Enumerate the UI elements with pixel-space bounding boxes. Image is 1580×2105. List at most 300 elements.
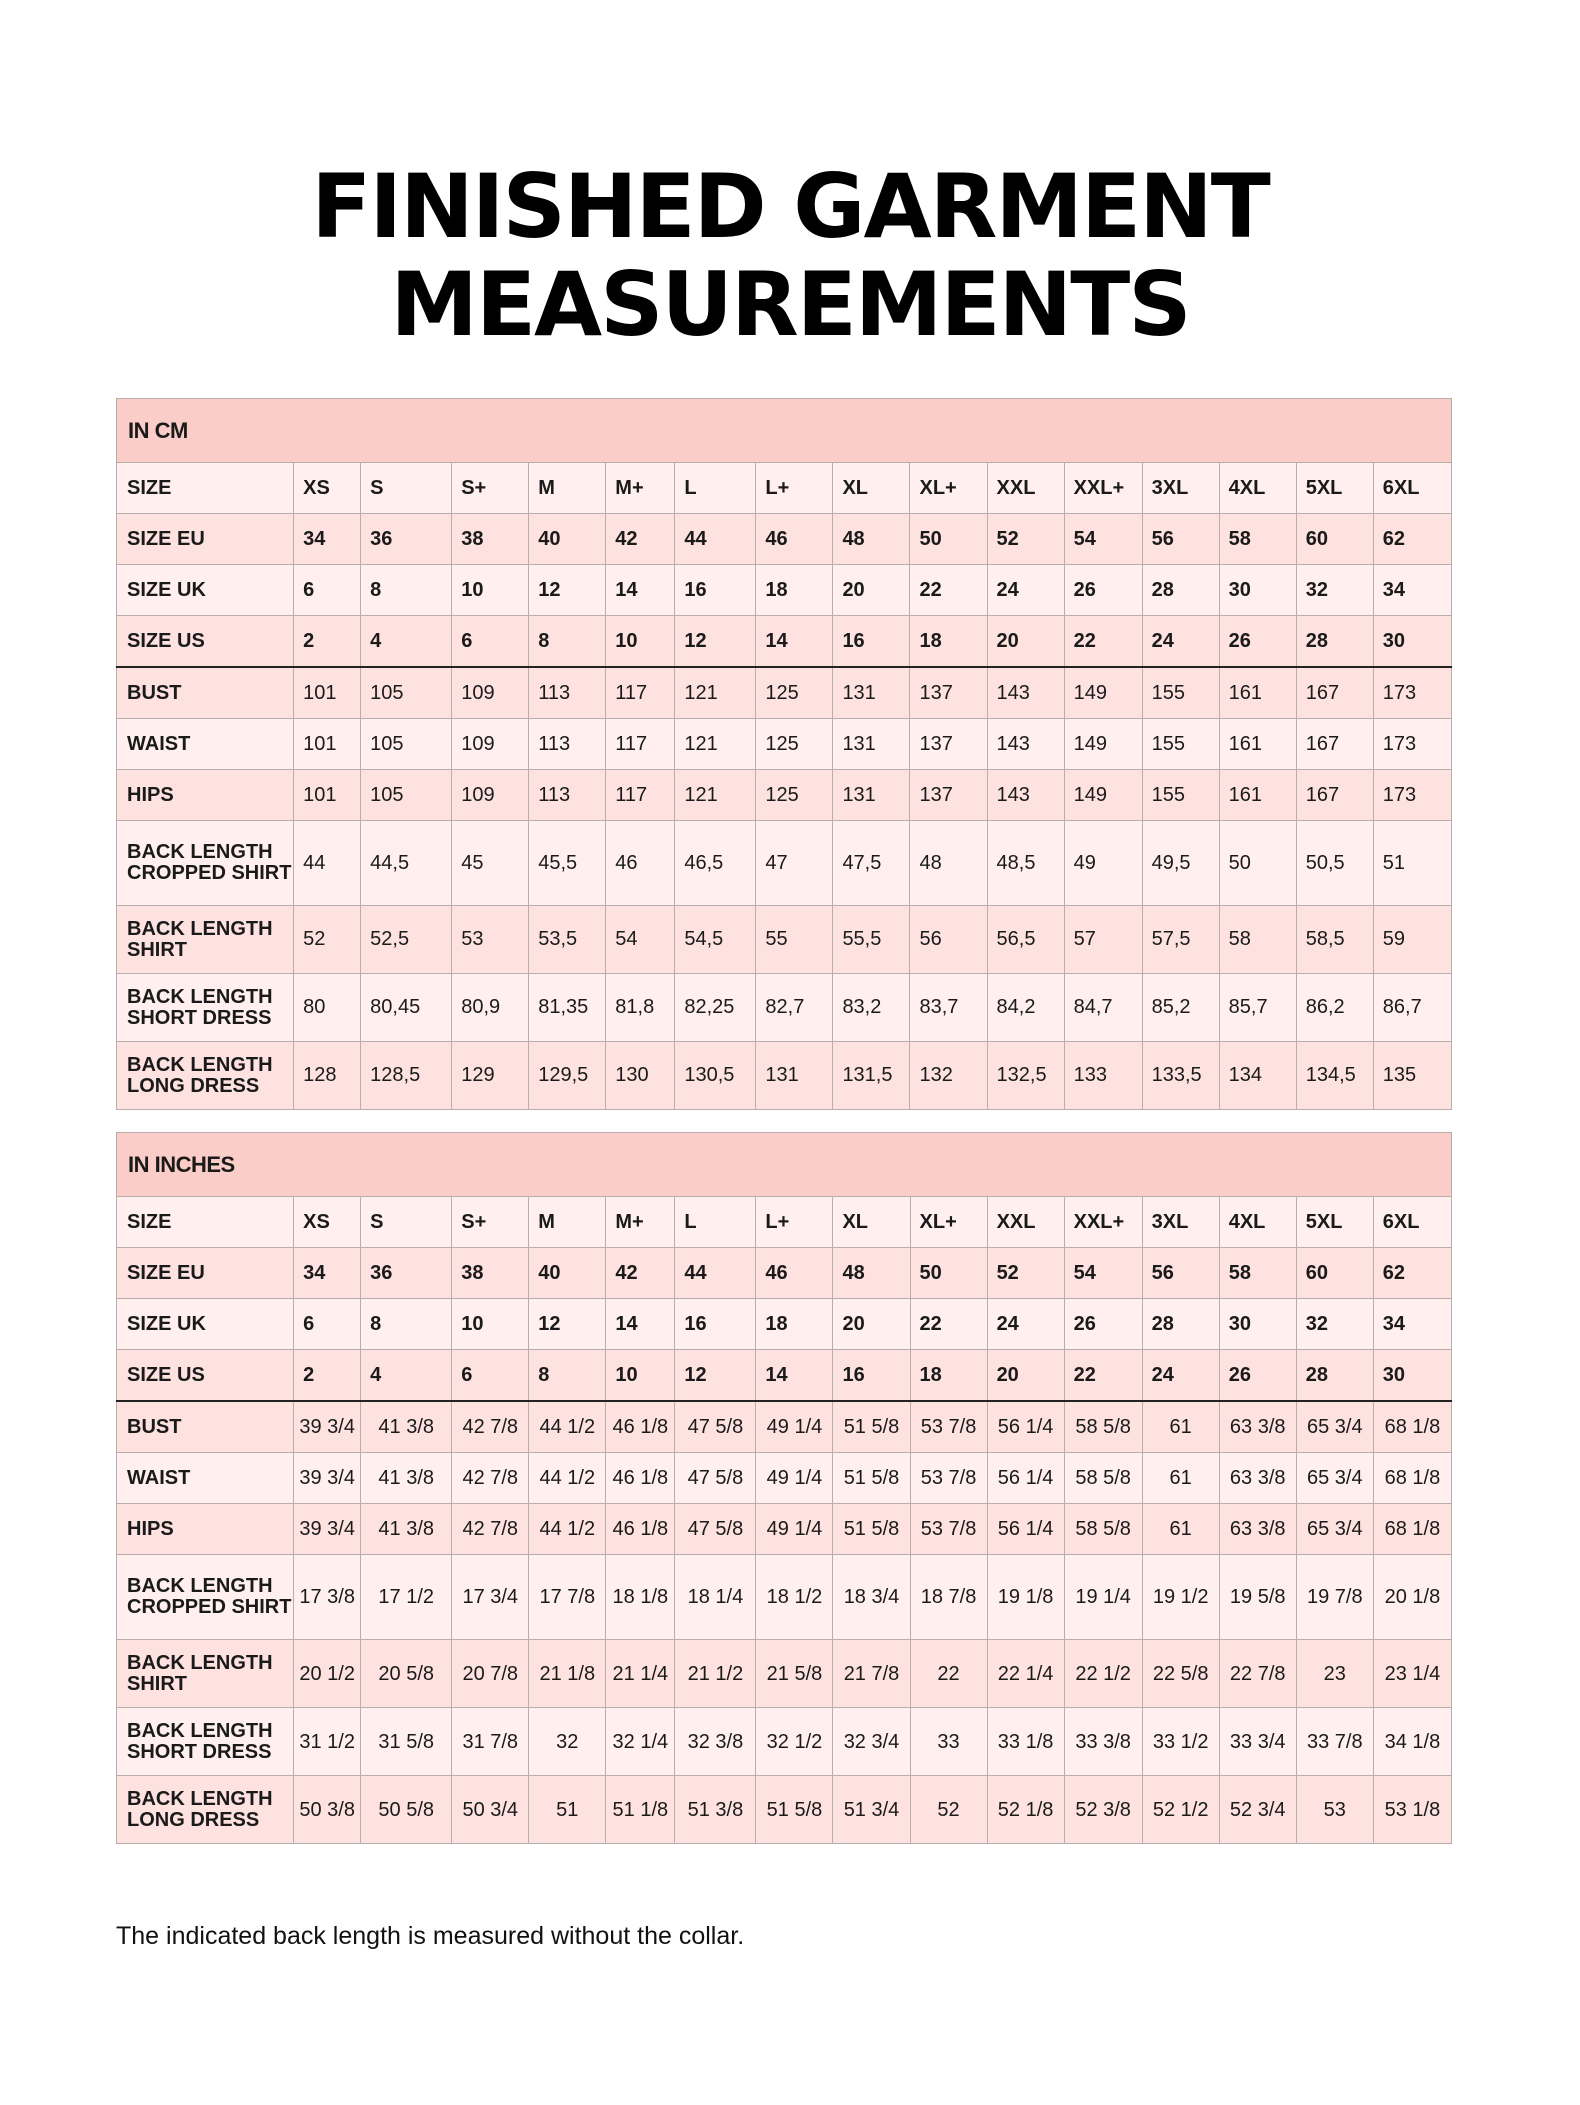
table-cell: 41 3/8 bbox=[361, 1401, 452, 1453]
table-cell: 31 7/8 bbox=[452, 1708, 529, 1776]
table-cell: 173 bbox=[1373, 770, 1451, 821]
table-cell: 133,5 bbox=[1142, 1042, 1219, 1110]
table-cell: 41 3/8 bbox=[361, 1504, 452, 1555]
table-cell: 32 bbox=[1296, 565, 1373, 616]
table-cell: 4XL bbox=[1219, 463, 1296, 514]
table-cell: 167 bbox=[1296, 719, 1373, 770]
table-cell: M+ bbox=[606, 1197, 675, 1248]
row-label: WAIST bbox=[117, 719, 294, 770]
table-cell: 34 bbox=[1373, 565, 1451, 616]
table-cell: 12 bbox=[529, 565, 606, 616]
table-cell: L+ bbox=[756, 1197, 833, 1248]
table-cell: 32 3/8 bbox=[675, 1708, 756, 1776]
table-cell: 48 bbox=[910, 821, 987, 906]
table-cell: 137 bbox=[910, 770, 987, 821]
row-label: BUST bbox=[117, 667, 294, 719]
table-cell: 10 bbox=[452, 565, 529, 616]
table-cell: 155 bbox=[1142, 770, 1219, 821]
table-cell: L+ bbox=[756, 463, 833, 514]
table-cell: 3XL bbox=[1142, 463, 1219, 514]
table-cell: 38 bbox=[452, 1248, 529, 1299]
table-cell: 132 bbox=[910, 1042, 987, 1110]
table-cell: 58 bbox=[1219, 1248, 1296, 1299]
table-cell: 143 bbox=[987, 667, 1064, 719]
row-label: HIPS bbox=[117, 1504, 294, 1555]
table-cell: 32 bbox=[529, 1708, 606, 1776]
table-cell: 42 bbox=[606, 1248, 675, 1299]
table-cell: 6 bbox=[452, 1350, 529, 1402]
table-cell: L bbox=[675, 463, 756, 514]
table-cell: 53 1/8 bbox=[1373, 1776, 1451, 1844]
table-cell: 61 bbox=[1142, 1453, 1219, 1504]
table-cell: 34 bbox=[1373, 1299, 1451, 1350]
table-cell: 51 5/8 bbox=[833, 1453, 910, 1504]
table-cell: 85,7 bbox=[1219, 974, 1296, 1042]
table-cell: 125 bbox=[756, 719, 833, 770]
table-cell: 56 1/4 bbox=[987, 1401, 1064, 1453]
table-cell: 39 3/4 bbox=[294, 1453, 361, 1504]
table-cell: XS bbox=[294, 1197, 361, 1248]
table-cell: 10 bbox=[606, 1350, 675, 1402]
table-cell: 53 7/8 bbox=[910, 1453, 987, 1504]
table-heading: IN INCHES bbox=[117, 1133, 1452, 1197]
table-cell: 113 bbox=[529, 667, 606, 719]
table-cell: 51 5/8 bbox=[756, 1776, 833, 1844]
table-cell: 47 bbox=[756, 821, 833, 906]
table-cell: 117 bbox=[606, 719, 675, 770]
table-cell: 155 bbox=[1142, 719, 1219, 770]
table-cell: 10 bbox=[452, 1299, 529, 1350]
table-cell: 38 bbox=[452, 514, 529, 565]
table-cell: 80,45 bbox=[361, 974, 452, 1042]
table-cell: 17 3/4 bbox=[452, 1555, 529, 1640]
table-cell: 19 7/8 bbox=[1296, 1555, 1373, 1640]
table-cell: 109 bbox=[452, 770, 529, 821]
table-cell: 22 bbox=[910, 565, 987, 616]
table-cell: 53,5 bbox=[529, 906, 606, 974]
table-cell: 80,9 bbox=[452, 974, 529, 1042]
table-cell: 57,5 bbox=[1142, 906, 1219, 974]
table-cell: 121 bbox=[675, 770, 756, 821]
table-row bbox=[117, 1350, 1452, 1402]
table-cell: 18 3/4 bbox=[833, 1555, 910, 1640]
table-cell: 68 1/8 bbox=[1373, 1453, 1451, 1504]
table-cell: 63 3/8 bbox=[1219, 1504, 1296, 1555]
table-cell: 5XL bbox=[1296, 463, 1373, 514]
table-cell: 68 1/8 bbox=[1373, 1504, 1451, 1555]
table-cell: 17 3/8 bbox=[294, 1555, 361, 1640]
table-cell: 19 1/8 bbox=[987, 1555, 1064, 1640]
table-cell: 50,5 bbox=[1296, 821, 1373, 906]
table-cell: 16 bbox=[675, 1299, 756, 1350]
table-cell: 56 bbox=[1142, 1248, 1219, 1299]
table-cell: 58 bbox=[1219, 906, 1296, 974]
table-cell: 18 1/8 bbox=[606, 1555, 675, 1640]
row-label: SIZE US bbox=[117, 1350, 294, 1402]
table-cell: 65 3/4 bbox=[1296, 1401, 1373, 1453]
table-cell: 131 bbox=[833, 667, 910, 719]
table-cell: 44 1/2 bbox=[529, 1401, 606, 1453]
table-cell: 49,5 bbox=[1142, 821, 1219, 906]
table-cell: 131 bbox=[833, 770, 910, 821]
table-cell: 52 bbox=[987, 1248, 1064, 1299]
table-cell: 33 3/8 bbox=[1064, 1708, 1142, 1776]
table-cell: 28 bbox=[1142, 565, 1219, 616]
table-cell: 51 bbox=[1373, 821, 1451, 906]
row-label: BACK LENGTH SHORT DRESS bbox=[117, 1708, 294, 1776]
table-cell: 30 bbox=[1219, 565, 1296, 616]
table-cell: 52 1/8 bbox=[987, 1776, 1064, 1844]
table-cell: 54 bbox=[1064, 514, 1142, 565]
table-cell: 55 bbox=[756, 906, 833, 974]
table-cell: 28 bbox=[1296, 1350, 1373, 1402]
table-cell: 129,5 bbox=[529, 1042, 606, 1110]
footnote: The indicated back length is measured without the collar. bbox=[116, 1922, 745, 1950]
table-cell: 81,35 bbox=[529, 974, 606, 1042]
table-row bbox=[117, 1042, 1452, 1110]
table-cell: 65 3/4 bbox=[1296, 1453, 1373, 1504]
table-cell: 36 bbox=[361, 1248, 452, 1299]
table-cell: 113 bbox=[529, 719, 606, 770]
row-label: HIPS bbox=[117, 770, 294, 821]
table-cell: 52 bbox=[910, 1776, 987, 1844]
table-cell: 51 1/8 bbox=[606, 1776, 675, 1844]
table-cell: 21 1/4 bbox=[606, 1640, 675, 1708]
table-cell: 48 bbox=[833, 1248, 910, 1299]
table-cell: 42 7/8 bbox=[452, 1453, 529, 1504]
table-cell: M bbox=[529, 1197, 606, 1248]
table-cell: 131 bbox=[756, 1042, 833, 1110]
table-cell: 2 bbox=[294, 1350, 361, 1402]
table-cell: 47 5/8 bbox=[675, 1401, 756, 1453]
table-cell: 46 bbox=[756, 514, 833, 565]
table-cell: 32 3/4 bbox=[833, 1708, 910, 1776]
table-cell: 109 bbox=[452, 719, 529, 770]
table-cell: 28 bbox=[1142, 1299, 1219, 1350]
table-cell: 47 5/8 bbox=[675, 1504, 756, 1555]
table-cell: L bbox=[675, 1197, 756, 1248]
table-cell: 61 bbox=[1142, 1401, 1219, 1453]
table-cell: 56 bbox=[910, 906, 987, 974]
table-cell: XL bbox=[833, 463, 910, 514]
table-cell: 42 7/8 bbox=[452, 1504, 529, 1555]
table-cell: 42 bbox=[606, 514, 675, 565]
table-row bbox=[117, 463, 1452, 514]
table-cell: 21 7/8 bbox=[833, 1640, 910, 1708]
table-cell: 58 5/8 bbox=[1064, 1401, 1142, 1453]
table-cell: 12 bbox=[529, 1299, 606, 1350]
table-cell: 47 5/8 bbox=[675, 1453, 756, 1504]
table-cell: 149 bbox=[1064, 770, 1142, 821]
table-cell: 32 bbox=[1296, 1299, 1373, 1350]
table-cell: 52 1/2 bbox=[1142, 1776, 1219, 1844]
row-label: BACK LENGTH SHIRT bbox=[117, 906, 294, 974]
table-cell: 18 bbox=[756, 565, 833, 616]
table-cell: 22 7/8 bbox=[1219, 1640, 1296, 1708]
table-cell: 51 3/4 bbox=[833, 1776, 910, 1844]
table-cell: 22 5/8 bbox=[1142, 1640, 1219, 1708]
table-cell: 53 bbox=[1296, 1776, 1373, 1844]
table-cell: XXL bbox=[987, 463, 1064, 514]
table-cell: 137 bbox=[910, 719, 987, 770]
table-cell: 60 bbox=[1296, 514, 1373, 565]
table-cell: 17 7/8 bbox=[529, 1555, 606, 1640]
table-cell: 8 bbox=[361, 1299, 452, 1350]
table-cell: 56,5 bbox=[987, 906, 1064, 974]
table-cell: 12 bbox=[675, 1350, 756, 1402]
table-row bbox=[117, 719, 1452, 770]
table-cell: 135 bbox=[1373, 1042, 1451, 1110]
table-cell: 18 bbox=[910, 616, 987, 668]
table-cell: 34 bbox=[294, 514, 361, 565]
table-cell: 86,2 bbox=[1296, 974, 1373, 1042]
table-cell: 10 bbox=[606, 616, 675, 668]
table-cell: 20 bbox=[987, 1350, 1064, 1402]
table-cell: 18 bbox=[756, 1299, 833, 1350]
table-cell: 8 bbox=[529, 616, 606, 668]
table-cell: S+ bbox=[452, 463, 529, 514]
table-cell: 56 1/4 bbox=[987, 1504, 1064, 1555]
table-cell: 24 bbox=[987, 565, 1064, 616]
table-cell: 60 bbox=[1296, 1248, 1373, 1299]
table-cell: 125 bbox=[756, 667, 833, 719]
page-title bbox=[0, 155, 1580, 356]
table-cell: 23 bbox=[1296, 1640, 1373, 1708]
table-cell: 62 bbox=[1373, 1248, 1451, 1299]
table-cell: 46 1/8 bbox=[606, 1401, 675, 1453]
table-cell: 31 5/8 bbox=[361, 1708, 452, 1776]
table-cell: 52 bbox=[987, 514, 1064, 565]
table-cell: 5XL bbox=[1296, 1197, 1373, 1248]
table-cell: 133 bbox=[1064, 1042, 1142, 1110]
table-cell: 84,2 bbox=[987, 974, 1064, 1042]
table-cell: 53 7/8 bbox=[910, 1401, 987, 1453]
table-cell: 155 bbox=[1142, 667, 1219, 719]
table-cell: 44 bbox=[675, 514, 756, 565]
table-cell: 34 bbox=[294, 1248, 361, 1299]
table-cell: 14 bbox=[756, 616, 833, 668]
table-cell: 8 bbox=[529, 1350, 606, 1402]
table-row bbox=[117, 1197, 1452, 1248]
table-cell: 22 bbox=[1064, 616, 1142, 668]
table-cell: 20 bbox=[833, 1299, 910, 1350]
table-row bbox=[117, 821, 1452, 906]
table-cell: 65 3/4 bbox=[1296, 1504, 1373, 1555]
table-cell: 14 bbox=[606, 565, 675, 616]
table-cell: 134,5 bbox=[1296, 1042, 1373, 1110]
page-title-line-1: FINISHED GARMENT bbox=[311, 155, 1269, 258]
table-cell: 105 bbox=[361, 719, 452, 770]
table-row bbox=[117, 1504, 1452, 1555]
table-cell: 57 bbox=[1064, 906, 1142, 974]
table-cell: 58 5/8 bbox=[1064, 1504, 1142, 1555]
table-cell: 6 bbox=[294, 565, 361, 616]
table-cell: 20 bbox=[833, 565, 910, 616]
table-row bbox=[117, 1776, 1452, 1844]
table-row bbox=[117, 1248, 1452, 1299]
table-cell: 59 bbox=[1373, 906, 1451, 974]
table-cell: 44 1/2 bbox=[529, 1453, 606, 1504]
table-cell: 161 bbox=[1219, 719, 1296, 770]
table-cell: XXL bbox=[987, 1197, 1064, 1248]
table-cell: 117 bbox=[606, 667, 675, 719]
table-cell: 24 bbox=[987, 1299, 1064, 1350]
table-cell: 12 bbox=[675, 616, 756, 668]
table-cell: 63 3/8 bbox=[1219, 1453, 1296, 1504]
table-cell: 6 bbox=[452, 616, 529, 668]
row-label: BACK LENGTH CROPPED SHIRT bbox=[117, 1555, 294, 1640]
table-cell: 128 bbox=[294, 1042, 361, 1110]
table-cell: 161 bbox=[1219, 770, 1296, 821]
table-cell: 49 1/4 bbox=[756, 1453, 833, 1504]
table-cell: 54 bbox=[606, 906, 675, 974]
table-cell: XS bbox=[294, 463, 361, 514]
table-cell: 22 bbox=[910, 1640, 987, 1708]
table-cell: 80 bbox=[294, 974, 361, 1042]
table-cell: 167 bbox=[1296, 667, 1373, 719]
table-row bbox=[117, 616, 1452, 668]
row-label: SIZE EU bbox=[117, 1248, 294, 1299]
row-label: SIZE UK bbox=[117, 1299, 294, 1350]
table-cell: 40 bbox=[529, 514, 606, 565]
table-cell: 129 bbox=[452, 1042, 529, 1110]
table-cell: 23 1/4 bbox=[1373, 1640, 1451, 1708]
table-cell: 4 bbox=[361, 616, 452, 668]
table-cell: 85,2 bbox=[1142, 974, 1219, 1042]
table-cell: 49 1/4 bbox=[756, 1504, 833, 1555]
table-cell: 137 bbox=[910, 667, 987, 719]
table-cell: 28 bbox=[1296, 616, 1373, 668]
table-cell: 143 bbox=[987, 770, 1064, 821]
table-cell: S bbox=[361, 1197, 452, 1248]
table-cell: 130,5 bbox=[675, 1042, 756, 1110]
table-cell: 58 5/8 bbox=[1064, 1453, 1142, 1504]
table-cell: 16 bbox=[833, 1350, 910, 1402]
table-row bbox=[117, 906, 1452, 974]
row-label: BACK LENGTH LONG DRESS bbox=[117, 1042, 294, 1110]
row-label: BACK LENGTH CROPPED SHIRT bbox=[117, 821, 294, 906]
table-cell: 130 bbox=[606, 1042, 675, 1110]
table-cell: 26 bbox=[1219, 616, 1296, 668]
table-cell: 50 3/4 bbox=[452, 1776, 529, 1844]
table-cell: 50 bbox=[910, 1248, 987, 1299]
table-cell: 16 bbox=[833, 616, 910, 668]
table-cell: 19 1/2 bbox=[1142, 1555, 1219, 1640]
table-cell: 48,5 bbox=[987, 821, 1064, 906]
row-label: SIZE UK bbox=[117, 565, 294, 616]
table-row bbox=[117, 770, 1452, 821]
table-cell: 101 bbox=[294, 770, 361, 821]
table-cell: 46 1/8 bbox=[606, 1504, 675, 1555]
table-cell: 2 bbox=[294, 616, 361, 668]
table-cell: 81,8 bbox=[606, 974, 675, 1042]
table-cell: 58,5 bbox=[1296, 906, 1373, 974]
table-cell: 109 bbox=[452, 667, 529, 719]
table-cell: 31 1/2 bbox=[294, 1708, 361, 1776]
table-cell: 63 3/8 bbox=[1219, 1401, 1296, 1453]
table-cell: 32 1/2 bbox=[756, 1708, 833, 1776]
table-cell: 14 bbox=[756, 1350, 833, 1402]
table-cell: M bbox=[529, 463, 606, 514]
table-cell: 18 7/8 bbox=[910, 1555, 987, 1640]
table-heading: IN CM bbox=[117, 399, 1452, 463]
table-cell: 113 bbox=[529, 770, 606, 821]
table-cell: 20 5/8 bbox=[361, 1640, 452, 1708]
table-cell: 117 bbox=[606, 770, 675, 821]
table-cell: 24 bbox=[1142, 1350, 1219, 1402]
table-cell: 46 bbox=[756, 1248, 833, 1299]
table-cell: 55,5 bbox=[833, 906, 910, 974]
table-cell: 16 bbox=[675, 565, 756, 616]
row-label: BUST bbox=[117, 1401, 294, 1453]
table-cell: S+ bbox=[452, 1197, 529, 1248]
table-cell: S bbox=[361, 463, 452, 514]
table-cell: 18 1/4 bbox=[675, 1555, 756, 1640]
table-cell: 48 bbox=[833, 514, 910, 565]
row-label: SIZE US bbox=[117, 616, 294, 668]
table-cell: 22 bbox=[910, 1299, 987, 1350]
table-cell: 121 bbox=[675, 719, 756, 770]
table-cell: 18 1/2 bbox=[756, 1555, 833, 1640]
table-cell: 6XL bbox=[1373, 1197, 1451, 1248]
table-cell: 62 bbox=[1373, 514, 1451, 565]
table-cell: 30 bbox=[1219, 1299, 1296, 1350]
table-cell: 33 7/8 bbox=[1296, 1708, 1373, 1776]
table-cell: 131,5 bbox=[833, 1042, 910, 1110]
row-label: BACK LENGTH LONG DRESS bbox=[117, 1776, 294, 1844]
table-cell: 101 bbox=[294, 667, 361, 719]
table-row bbox=[117, 1555, 1452, 1640]
table-cell: 39 3/4 bbox=[294, 1504, 361, 1555]
table-cell: 53 bbox=[452, 906, 529, 974]
table-cell: 34 1/8 bbox=[1373, 1708, 1451, 1776]
table-cell: 30 bbox=[1373, 616, 1451, 668]
table-cell: 50 5/8 bbox=[361, 1776, 452, 1844]
measurements-table-inches bbox=[116, 1132, 1452, 1844]
table-cell: 101 bbox=[294, 719, 361, 770]
table-cell: 8 bbox=[361, 565, 452, 616]
table-cell: 44 1/2 bbox=[529, 1504, 606, 1555]
table-cell: 51 5/8 bbox=[833, 1504, 910, 1555]
row-label: SIZE bbox=[117, 463, 294, 514]
table-row bbox=[117, 974, 1452, 1042]
table-cell: 3XL bbox=[1142, 1197, 1219, 1248]
row-label: SIZE bbox=[117, 1197, 294, 1248]
table-cell: 26 bbox=[1219, 1350, 1296, 1402]
table-cell: 33 bbox=[910, 1708, 987, 1776]
table-row bbox=[117, 1640, 1452, 1708]
table-cell: 4XL bbox=[1219, 1197, 1296, 1248]
table-cell: 167 bbox=[1296, 770, 1373, 821]
table-cell: 49 bbox=[1064, 821, 1142, 906]
table-cell: 54,5 bbox=[675, 906, 756, 974]
table-cell: 21 5/8 bbox=[756, 1640, 833, 1708]
table-cell: 33 3/4 bbox=[1219, 1708, 1296, 1776]
table-cell: 46 bbox=[606, 821, 675, 906]
page-title-line-2: MEASUREMENTS bbox=[390, 253, 1190, 356]
table-cell: 17 1/2 bbox=[361, 1555, 452, 1640]
table-cell: 51 3/8 bbox=[675, 1776, 756, 1844]
table-cell: 41 3/8 bbox=[361, 1453, 452, 1504]
table-cell: 20 7/8 bbox=[452, 1640, 529, 1708]
table-cell: 56 1/4 bbox=[987, 1453, 1064, 1504]
table-cell: 20 bbox=[987, 616, 1064, 668]
table-cell: XXL+ bbox=[1064, 463, 1142, 514]
table-cell: 82,25 bbox=[675, 974, 756, 1042]
table-cell: 121 bbox=[675, 667, 756, 719]
table-cell: 47,5 bbox=[833, 821, 910, 906]
table-cell: 6 bbox=[294, 1299, 361, 1350]
